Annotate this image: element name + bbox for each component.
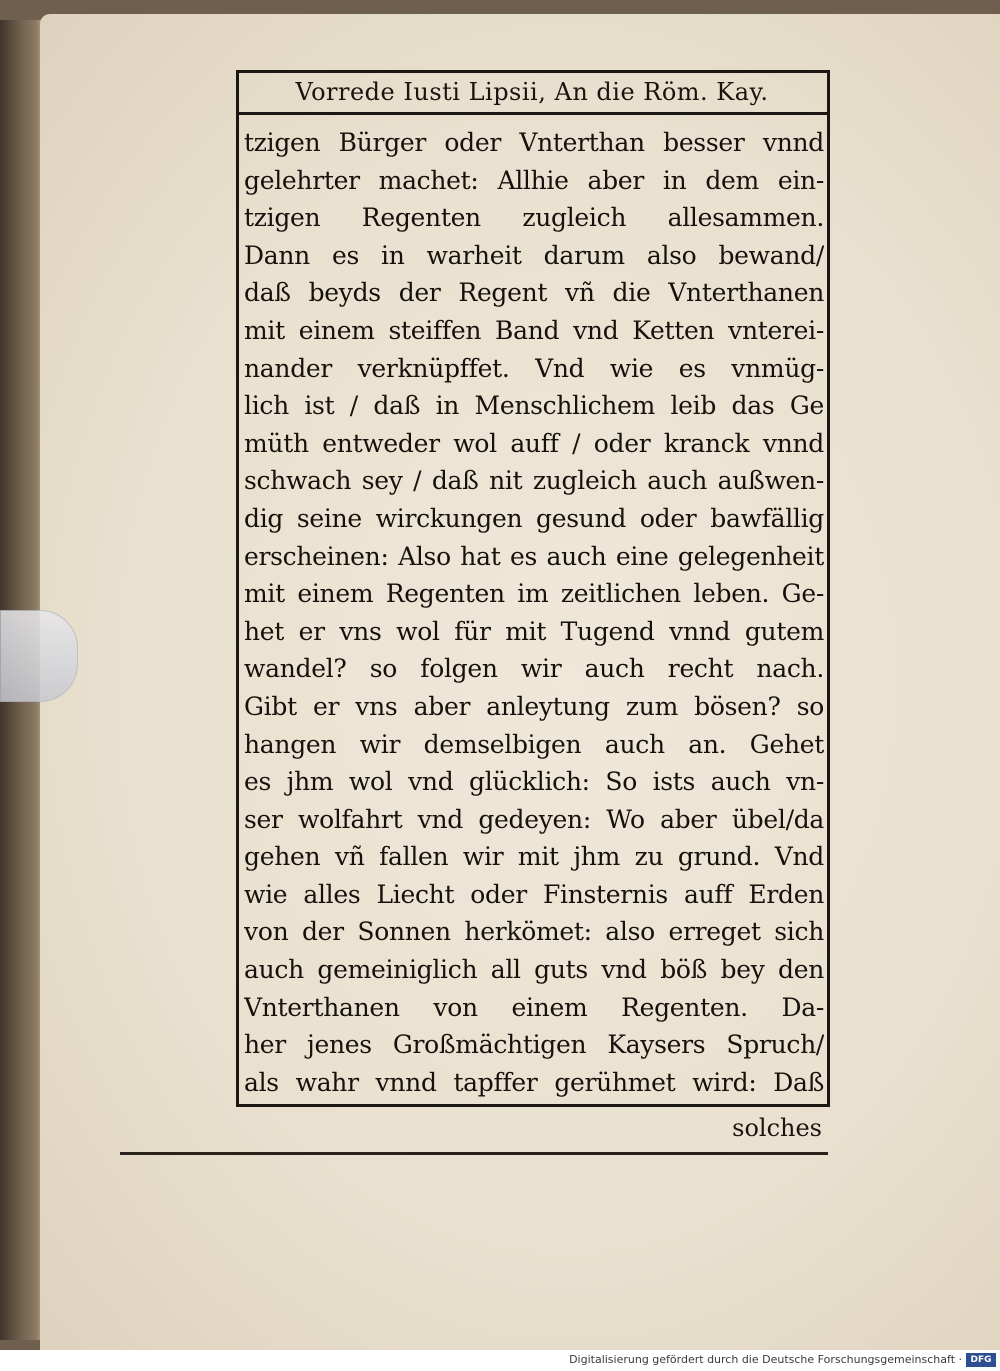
text-line: wie alles Liecht oder Finsternis auff Erden <box>244 879 824 909</box>
frame-bottom-rule <box>236 1104 830 1107</box>
text-line: lich ist / daß in Menschlichem leib das Ge <box>244 391 824 421</box>
funding-notice: Digitalisierung gefördert durch die Deutsche Forschungsgemeinschaft · <box>569 1353 962 1366</box>
text-line: Dann es in warheit darum also bewand/ <box>244 240 824 270</box>
text-line: nander verknüpffet. Vnd wie es vnmüg- <box>244 353 824 383</box>
catchword-rule <box>120 1152 828 1155</box>
text-line: von der Sonnen herkömet: also erreget sich <box>244 917 824 947</box>
text-line: schwach sey / daß nit zugleich auch außwen- <box>244 466 824 496</box>
text-line: hangen wir demselbigen auch an. Gehet <box>244 729 824 759</box>
text-line: müth entweder wol auff / oder kranck vnnd <box>244 428 824 458</box>
page-clip <box>0 610 78 702</box>
text-line: als wahr vnnd tapffer gerühmet wird: Daß <box>244 1067 824 1097</box>
text-line: daß beyds der Regent vñ die Vnterthanen <box>244 278 824 308</box>
text-line: Vnterthanen von einem Regenten. Da- <box>244 992 824 1022</box>
text-line: auch gemeiniglich all guts vnd böß bey den <box>244 955 824 985</box>
text-line: erscheinen: Also hat es auch eine gelegenheit <box>244 541 824 571</box>
header-rule <box>236 112 830 115</box>
text-line: mit einem Regenten im zeitlichen leben. Ge- <box>244 579 824 609</box>
text-line: gehen vñ fallen wir mit jhm zu grund. Vnd <box>244 842 824 872</box>
text-line: het er vns wol für mit Tugend vnnd gutem <box>244 616 824 646</box>
text-line: dig seine wirckungen gesund oder bawfällig <box>244 503 824 533</box>
text-line: wandel? so folgen wir auch recht nach. <box>244 654 824 684</box>
text-line: her jenes Großmächtigen Kaysers Spruch/ <box>244 1030 824 1060</box>
text-line: mit einem steiffen Band vnd Ketten vnterei- <box>244 315 824 345</box>
text-line: ser wolfahrt vnd gedeyen: Wo aber übel/da <box>244 804 824 834</box>
footer-bar <box>0 1350 1000 1371</box>
running-head: Vorrede Iusti Lipsii, An die Röm. Kay. <box>295 78 769 106</box>
text-line: tzigen Regenten zugleich allesammen. <box>244 203 824 233</box>
text-line: es jhm wol vnd glücklich: So ists auch vn- <box>244 767 824 797</box>
dfg-logo: DFG <box>966 1353 996 1367</box>
text-line: tzigen Bürger oder Vnterthan besser vnnd <box>244 128 824 157</box>
catchword: solches <box>732 1114 822 1142</box>
text-line: gelehrter machet: Allhie aber in dem ein- <box>244 165 824 195</box>
body-text <box>244 124 824 1101</box>
text-line: Gibt er vns aber anleytung zum bösen? so <box>244 691 824 721</box>
